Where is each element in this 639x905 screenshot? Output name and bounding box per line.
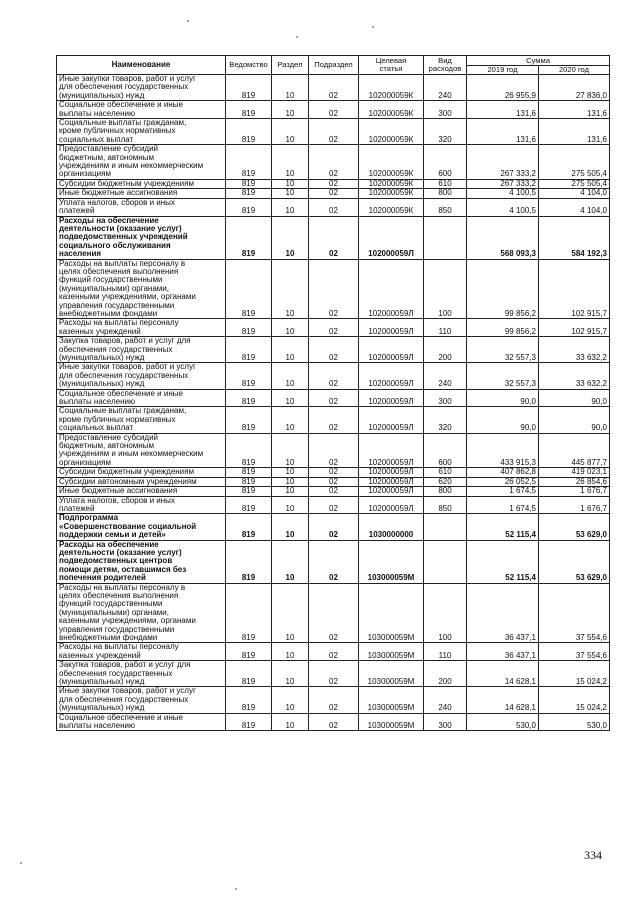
cell-target-article: 103000059М <box>359 687 424 713</box>
cell-section: 10 <box>272 540 309 583</box>
cell-sum-2019: 99 856,2 <box>467 259 539 319</box>
cell-sum-2020: 37 554,6 <box>539 583 610 643</box>
cell-dept: 819 <box>226 145 272 180</box>
cell-target-article: 102000059Л <box>359 389 424 407</box>
cell-section: 10 <box>272 407 309 433</box>
table-row <box>57 145 610 180</box>
cell-expense-type: 610 <box>424 468 467 477</box>
cell-dept: 819 <box>226 75 272 101</box>
cell-target-article: 102000059Л <box>359 477 424 486</box>
cell-name: Иные бюджетные ассигнования <box>57 487 226 496</box>
cell-target-article: 102000059К <box>359 179 424 188</box>
table-row <box>57 661 610 687</box>
table-header <box>57 56 610 75</box>
cell-dept: 819 <box>226 661 272 687</box>
cell-sum-2020: 584 192,3 <box>539 216 610 259</box>
cell-dept: 819 <box>226 540 272 583</box>
cell-dept: 819 <box>226 468 272 477</box>
cell-sum-2019: 52 115,4 <box>467 514 539 540</box>
cell-sum-2020: 33 632,2 <box>539 363 610 389</box>
cell-dept: 819 <box>226 337 272 363</box>
cell-expense-type: 240 <box>424 75 467 101</box>
cell-sum-2019: 568 093,3 <box>467 216 539 259</box>
cell-dept: 819 <box>226 119 272 145</box>
cell-dept: 819 <box>226 496 272 514</box>
cell-sum-2020: 4 104,0 <box>539 189 610 198</box>
page-number: 334 <box>584 848 602 862</box>
cell-section: 10 <box>272 487 309 496</box>
cell-expense-type <box>424 216 467 259</box>
cell-dept: 819 <box>226 198 272 216</box>
cell-expense-type: 600 <box>424 433 467 468</box>
cell-target-article: 102000059Л <box>359 337 424 363</box>
header-subsection: Подраздел <box>309 56 359 75</box>
cell-target-article: 102000059К <box>359 189 424 198</box>
cell-sum-2019: 90,0 <box>467 407 539 433</box>
cell-name: Социальное обеспечение и иные выплаты населению <box>57 389 226 407</box>
cell-sum-2019: 26 052,5 <box>467 477 539 486</box>
cell-sum-2019: 4 100,5 <box>467 198 539 216</box>
cell-target-article: 102000059Л <box>359 433 424 468</box>
cell-section: 10 <box>272 337 309 363</box>
cell-subsection: 02 <box>309 337 359 363</box>
cell-section: 10 <box>272 363 309 389</box>
cell-section: 10 <box>272 101 309 119</box>
table-row <box>57 468 610 477</box>
cell-sum-2019: 14 628,1 <box>467 687 539 713</box>
cell-subsection: 02 <box>309 119 359 145</box>
cell-sum-2019: 32 557,3 <box>467 337 539 363</box>
cell-subsection: 02 <box>309 363 359 389</box>
cell-expense-type: 100 <box>424 583 467 643</box>
cell-sum-2020: 33 632,2 <box>539 337 610 363</box>
cell-subsection: 02 <box>309 487 359 496</box>
cell-subsection: 02 <box>309 145 359 180</box>
header-year-2020: 2020 год <box>539 66 610 75</box>
table-row <box>57 713 610 731</box>
cell-subsection: 02 <box>309 389 359 407</box>
cell-dept: 819 <box>226 389 272 407</box>
cell-subsection: 02 <box>309 468 359 477</box>
cell-name: Расходы на обеспечение деятельности (оказание услуг) подведомственных учреждений социального обслуживания населения <box>57 216 226 259</box>
cell-section: 10 <box>272 216 309 259</box>
cell-section: 10 <box>272 75 309 101</box>
cell-subsection: 02 <box>309 583 359 643</box>
cell-expense-type: 100 <box>424 259 467 319</box>
cell-sum-2019: 4 100,5 <box>467 189 539 198</box>
cell-sum-2019: 52 115,4 <box>467 540 539 583</box>
cell-sum-2020: 1 676,7 <box>539 496 610 514</box>
header-dept: Ведомство <box>226 56 272 75</box>
cell-dept: 819 <box>226 514 272 540</box>
cell-sum-2020: 15 024,2 <box>539 687 610 713</box>
cell-dept: 819 <box>226 363 272 389</box>
cell-section: 10 <box>272 468 309 477</box>
table-row <box>57 119 610 145</box>
cell-sum-2019: 267 333,2 <box>467 145 539 180</box>
budget-table <box>56 55 610 731</box>
cell-subsection: 02 <box>309 407 359 433</box>
cell-name: Уплата налогов, сборов и иных платежей <box>57 496 226 514</box>
cell-expense-type <box>424 514 467 540</box>
table-row <box>57 487 610 496</box>
scan-speck <box>235 888 237 890</box>
cell-section: 10 <box>272 145 309 180</box>
cell-dept: 819 <box>226 713 272 731</box>
cell-target-article: 103000059М <box>359 661 424 687</box>
cell-sum-2020: 275 505,4 <box>539 145 610 180</box>
cell-target-article: 102000059Л <box>359 319 424 337</box>
cell-subsection: 02 <box>309 687 359 713</box>
cell-sum-2019: 32 557,3 <box>467 363 539 389</box>
table-row <box>57 540 610 583</box>
cell-expense-type: 850 <box>424 198 467 216</box>
cell-sum-2020: 530,0 <box>539 713 610 731</box>
cell-name: Закупка товаров, работ и услуг для обеспечения государственных (муниципальных) нужд <box>57 337 226 363</box>
cell-section: 10 <box>272 179 309 188</box>
cell-subsection: 02 <box>309 179 359 188</box>
table-row <box>57 179 610 188</box>
header-name: Наименование <box>57 56 226 75</box>
cell-expense-type: 320 <box>424 119 467 145</box>
table-row <box>57 363 610 389</box>
cell-subsection: 02 <box>309 189 359 198</box>
cell-name: Предоставление субсидий бюджетным, автономным учреждениям и иным некоммерческим организациям <box>57 433 226 468</box>
cell-dept: 819 <box>226 643 272 661</box>
table-row <box>57 198 610 216</box>
cell-name: Расходы на выплаты персоналу казенных учреждений <box>57 319 226 337</box>
cell-name: Социальные выплаты гражданам, кроме публичных нормативных социальных выплат <box>57 407 226 433</box>
cell-sum-2019: 267 333,2 <box>467 179 539 188</box>
cell-name: Расходы на выплаты персоналу в целях обеспечения выполнения функций государственными (муниципальными) органами, казенными учреждениями, органами управления государственными внебюджетными фондами <box>57 259 226 319</box>
cell-sum-2019: 90,0 <box>467 389 539 407</box>
cell-sum-2019: 131,6 <box>467 119 539 145</box>
cell-sum-2020: 1 676,7 <box>539 487 610 496</box>
cell-section: 10 <box>272 389 309 407</box>
cell-subsection: 02 <box>309 477 359 486</box>
cell-sum-2019: 433 915,3 <box>467 433 539 468</box>
cell-dept: 819 <box>226 259 272 319</box>
cell-name: Закупка товаров, работ и услуг для обеспечения государственных (муниципальных) нужд <box>57 661 226 687</box>
cell-subsection: 02 <box>309 75 359 101</box>
cell-target-article: 102000059К <box>359 198 424 216</box>
cell-target-article: 103000059М <box>359 643 424 661</box>
cell-sum-2019: 26 955,9 <box>467 75 539 101</box>
cell-dept: 819 <box>226 216 272 259</box>
cell-sum-2020: 90,0 <box>539 389 610 407</box>
cell-sum-2020: 53 629,0 <box>539 540 610 583</box>
cell-expense-type: 800 <box>424 487 467 496</box>
cell-sum-2020: 27 836,0 <box>539 75 610 101</box>
cell-section: 10 <box>272 713 309 731</box>
cell-name: Социальное обеспечение и иные выплаты населению <box>57 101 226 119</box>
cell-dept: 819 <box>226 189 272 198</box>
table-row <box>57 643 610 661</box>
table-row <box>57 389 610 407</box>
cell-sum-2020: 275 505,4 <box>539 179 610 188</box>
cell-name: Социальное обеспечение и иные выплаты населению <box>57 713 226 731</box>
cell-name: Расходы на обеспечение деятельности (оказание услуг) подведомственных центров помощи детям, оставшимся без попечения родителей <box>57 540 226 583</box>
cell-section: 10 <box>272 433 309 468</box>
cell-subsection: 02 <box>309 433 359 468</box>
cell-target-article: 102000059Л <box>359 496 424 514</box>
table-row <box>57 496 610 514</box>
table-row <box>57 101 610 119</box>
cell-dept: 819 <box>226 179 272 188</box>
cell-target-article: 102000059Л <box>359 468 424 477</box>
cell-expense-type: 240 <box>424 363 467 389</box>
cell-sum-2020: 53 629,0 <box>539 514 610 540</box>
cell-sum-2020: 131,6 <box>539 119 610 145</box>
cell-expense-type <box>424 540 467 583</box>
table-row <box>57 687 610 713</box>
cell-target-article: 1030000000 <box>359 514 424 540</box>
cell-expense-type: 620 <box>424 477 467 486</box>
cell-sum-2020: 4 104,0 <box>539 198 610 216</box>
cell-section: 10 <box>272 319 309 337</box>
cell-dept: 819 <box>226 433 272 468</box>
cell-expense-type: 110 <box>424 643 467 661</box>
cell-expense-type: 240 <box>424 687 467 713</box>
cell-target-article: 102000059К <box>359 119 424 145</box>
cell-sum-2020: 131,6 <box>539 101 610 119</box>
cell-name: Социальные выплаты гражданам, кроме публичных нормативных социальных выплат <box>57 119 226 145</box>
cell-subsection: 02 <box>309 216 359 259</box>
cell-sum-2020: 37 554,6 <box>539 643 610 661</box>
cell-expense-type: 300 <box>424 101 467 119</box>
cell-name: Субсидии автономным учреждениям <box>57 477 226 486</box>
cell-subsection: 02 <box>309 101 359 119</box>
cell-sum-2020: 26 854,6 <box>539 477 610 486</box>
table-row <box>57 216 610 259</box>
scan-speck <box>296 36 298 38</box>
cell-expense-type: 300 <box>424 389 467 407</box>
header-target-article: Целевая статья <box>359 56 424 75</box>
cell-sum-2019: 36 437,1 <box>467 643 539 661</box>
cell-subsection: 02 <box>309 496 359 514</box>
cell-sum-2020: 445 877,7 <box>539 433 610 468</box>
cell-expense-type: 200 <box>424 661 467 687</box>
cell-section: 10 <box>272 259 309 319</box>
cell-section: 10 <box>272 583 309 643</box>
cell-section: 10 <box>272 189 309 198</box>
cell-target-article: 103000059М <box>359 540 424 583</box>
table-row <box>57 319 610 337</box>
cell-subsection: 02 <box>309 514 359 540</box>
cell-target-article: 102000059К <box>359 145 424 180</box>
table-row <box>57 583 610 643</box>
table-row <box>57 337 610 363</box>
cell-sum-2020: 419 023,1 <box>539 468 610 477</box>
cell-subsection: 02 <box>309 713 359 731</box>
table-row <box>57 407 610 433</box>
cell-sum-2019: 14 628,1 <box>467 661 539 687</box>
cell-name: Уплата налогов, сборов и иных платежей <box>57 198 226 216</box>
cell-section: 10 <box>272 496 309 514</box>
cell-name: Иные бюджетные ассигнования <box>57 189 226 198</box>
cell-name: Расходы на выплаты персоналу в целях обеспечения выполнения функций государственными (муниципальными) органами, казенными учреждениями, органами управления государственными внебюджетными фондами <box>57 583 226 643</box>
cell-subsection: 02 <box>309 198 359 216</box>
cell-dept: 819 <box>226 477 272 486</box>
cell-sum-2019: 1 674,5 <box>467 496 539 514</box>
cell-sum-2019: 99 856,2 <box>467 319 539 337</box>
cell-dept: 819 <box>226 687 272 713</box>
cell-sum-2019: 407 862,8 <box>467 468 539 477</box>
cell-dept: 819 <box>226 319 272 337</box>
table-row <box>57 189 610 198</box>
cell-sum-2020: 102 915,7 <box>539 259 610 319</box>
cell-expense-type: 300 <box>424 713 467 731</box>
header-year-2019: 2019 год <box>467 66 539 75</box>
cell-section: 10 <box>272 477 309 486</box>
cell-sum-2019: 530,0 <box>467 713 539 731</box>
table-row <box>57 477 610 486</box>
cell-sum-2020: 90,0 <box>539 407 610 433</box>
cell-section: 10 <box>272 514 309 540</box>
cell-target-article: 102000059Л <box>359 407 424 433</box>
cell-dept: 819 <box>226 583 272 643</box>
table-row <box>57 514 610 540</box>
table-row <box>57 75 610 101</box>
cell-expense-type: 320 <box>424 407 467 433</box>
cell-target-article: 102000059Л <box>359 363 424 389</box>
cell-sum-2019: 36 437,1 <box>467 583 539 643</box>
cell-target-article: 102000059К <box>359 101 424 119</box>
cell-section: 10 <box>272 661 309 687</box>
cell-subsection: 02 <box>309 643 359 661</box>
cell-expense-type: 850 <box>424 496 467 514</box>
table-row <box>57 433 610 468</box>
cell-sum-2019: 1 674,5 <box>467 487 539 496</box>
header-expense-type: Вид расходов <box>424 56 467 75</box>
cell-sum-2020: 15 024,2 <box>539 661 610 687</box>
cell-target-article: 103000059М <box>359 713 424 731</box>
cell-subsection: 02 <box>309 319 359 337</box>
cell-target-article: 102000059К <box>359 75 424 101</box>
scan-speck <box>187 20 189 22</box>
cell-expense-type: 110 <box>424 319 467 337</box>
cell-expense-type: 200 <box>424 337 467 363</box>
cell-section: 10 <box>272 643 309 661</box>
cell-section: 10 <box>272 119 309 145</box>
cell-expense-type: 600 <box>424 145 467 180</box>
cell-expense-type: 610 <box>424 179 467 188</box>
header-section: Раздел <box>272 56 309 75</box>
cell-expense-type: 800 <box>424 189 467 198</box>
header-sum: Сумма <box>467 56 610 66</box>
cell-section: 10 <box>272 198 309 216</box>
cell-name: Субсидии бюджетным учреждениям <box>57 468 226 477</box>
cell-sum-2020: 102 915,7 <box>539 319 610 337</box>
cell-name: Иные закупки товаров, работ и услуг для обеспечения государственных (муниципальных) нужд <box>57 687 226 713</box>
scan-speck <box>20 862 22 864</box>
cell-name: Расходы на выплаты персоналу казенных учреждений <box>57 643 226 661</box>
cell-name: Иные закупки товаров, работ и услуг для обеспечения государственных (муниципальных) нужд <box>57 363 226 389</box>
cell-subsection: 02 <box>309 661 359 687</box>
cell-target-article: 102000059Л <box>359 216 424 259</box>
cell-name: Субсидии бюджетным учреждениям <box>57 179 226 188</box>
cell-dept: 819 <box>226 487 272 496</box>
cell-name: Предоставление субсидий бюджетным, автономным учреждениям и иным некоммерческим организациям <box>57 145 226 180</box>
cell-name: Подпрограмма «Совершенствование социальной поддержки семьи и детей» <box>57 514 226 540</box>
cell-target-article: 102000059Л <box>359 259 424 319</box>
table-row <box>57 259 610 319</box>
cell-subsection: 02 <box>309 259 359 319</box>
cell-sum-2019: 131,6 <box>467 101 539 119</box>
cell-section: 10 <box>272 687 309 713</box>
cell-subsection: 02 <box>309 540 359 583</box>
scan-speck <box>372 26 374 28</box>
cell-target-article: 102000059Л <box>359 487 424 496</box>
cell-dept: 819 <box>226 407 272 433</box>
table-body <box>57 75 610 731</box>
cell-name: Иные закупки товаров, работ и услуг для обеспечения государственных (муниципальных) нужд <box>57 75 226 101</box>
cell-dept: 819 <box>226 101 272 119</box>
cell-target-article: 103000059М <box>359 583 424 643</box>
